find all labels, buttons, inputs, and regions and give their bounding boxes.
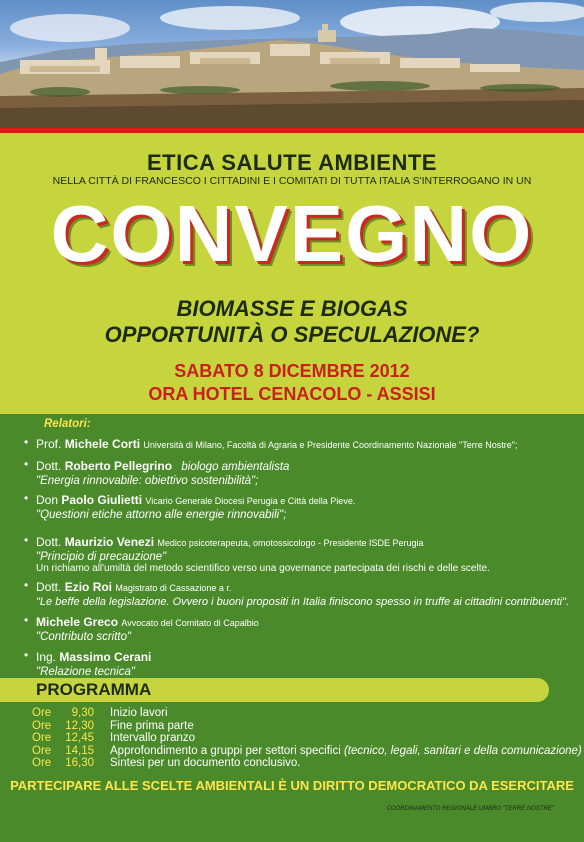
topic-line-1: BIOMASSE E BIOGAS: [176, 296, 408, 321]
speaker-name: Paolo Giulietti: [61, 493, 143, 507]
speaker-role: Vicario Generale Diocesi Perugia e Città della Pieve.: [145, 496, 356, 506]
bullet-icon: •: [24, 491, 29, 505]
schedule-desc: Inizio lavori: [110, 707, 168, 719]
landscape-image: [0, 0, 584, 128]
speakers-list: [24, 435, 576, 682]
schedule-desc: Sintesi per un documento conclusivo.: [110, 757, 301, 769]
speaker-talk: "Le beffe della legislazione. Ovvero i buoni propositi in Italia finiscono spesso in truffe ai cittadini contribuenti".: [36, 596, 570, 608]
speaker-role: Università di Milano, Facoltà di Agraria e Presidente Coordinamento Nazionale "Terre Nostre";: [143, 440, 518, 450]
bullet-icon: •: [24, 578, 29, 592]
speaker-item: [24, 613, 576, 648]
assisi-photo: [0, 0, 584, 128]
event-title: ETICA SALUTE AMBIENTE: [147, 150, 437, 175]
bullet-icon: •: [24, 533, 29, 547]
schedule-time: 14,15: [65, 744, 94, 757]
speaker-title: Dott.: [36, 459, 62, 473]
speaker-item: [24, 435, 576, 457]
schedule-row: [32, 720, 582, 733]
schedule-desc: Intervallo pranzo: [110, 732, 196, 744]
event-venue: ORA HOTEL CENACOLO - ASSISI: [148, 384, 436, 404]
speaker-name: Massimo Cerani: [59, 650, 152, 664]
schedule-desc-main: Approfondimento a gruppi per settori specifici: [110, 744, 344, 757]
schedule-row: [32, 757, 582, 770]
speaker-title: Prof.: [36, 437, 62, 451]
speaker-note: Un richiamo all'umiltà del metodo scientifico verso una governance partecipata dei rischi e delle scelte.: [36, 563, 490, 574]
schedule-row: [32, 732, 582, 745]
schedule-time: 16,30: [65, 757, 94, 769]
bullet-icon: •: [24, 648, 29, 662]
speaker-talk: "Energia rinnovabile: obiettivo sostenibilità";: [36, 475, 259, 487]
speaker-role: biologo ambientalista: [181, 461, 290, 473]
speaker-name: Roberto Pellegrino: [64, 459, 173, 473]
speaker-talk: "Contributo scritto": [36, 631, 132, 643]
speaker-role: Medico psicoterapeuta, omotossicologo - Presidente ISDE Perugia: [157, 538, 424, 548]
speaker-talk: "Questioni etiche attorno alle energie rinnovabili";: [36, 509, 287, 521]
schedule-time: 12,45: [65, 732, 94, 744]
topic-line-2: OPPORTUNITÀ O SPECULAZIONE?: [104, 322, 480, 347]
bullet-icon: •: [24, 613, 29, 627]
speaker-name: Ezio Roi: [64, 580, 113, 594]
event-subtitle: NELLA CITTÀ DI FRANCESCO I CITTADINI E I COMITATI DI TUTTA ITALIA S'INTERROGANO IN UN: [52, 175, 532, 187]
schedule-row: [32, 707, 582, 720]
slogan: PARTECIPARE ALLE SCELTE AMBIENTALI È UN DIRITTO DEMOCRATICO DA ESERCITARE: [10, 778, 574, 793]
speaker-item: [24, 648, 576, 682]
speaker-item: [24, 578, 576, 613]
speaker-item: [24, 457, 576, 491]
bullet-icon: •: [24, 435, 29, 449]
speaker-role: Magistrato di Cassazione a r.: [115, 583, 232, 593]
speaker-title: Ing.: [36, 650, 57, 664]
speaker-item: [24, 491, 576, 533]
speaker-name: Michele Corti: [64, 437, 141, 451]
schedule-time: 12,30: [65, 719, 94, 732]
speaker-role: Avvocato del Comitato di Capalbio: [121, 618, 259, 628]
bullet-icon: •: [24, 457, 29, 471]
schedule-desc: Fine prima parte: [110, 719, 194, 732]
ore-label: Ore: [32, 732, 52, 744]
programma-label: PROGRAMMA: [36, 680, 152, 699]
ore-label: Ore: [32, 744, 52, 757]
schedule-desc: [110, 745, 582, 757]
convegno-heading: CONVEGNO: [50, 189, 534, 278]
speaker-name: Michele Greco: [36, 615, 119, 629]
speaker-talk: "Principio di precauzione": [36, 551, 167, 563]
schedule-time: 9,30: [71, 707, 94, 719]
speaker-title: Dott.: [36, 535, 62, 549]
speaker-title: Don: [36, 493, 59, 507]
ore-label: Ore: [32, 757, 52, 769]
speaker-talk: "Relazione tecnica": [36, 666, 135, 678]
ore-label: Ore: [32, 719, 52, 732]
ore-label: Ore: [32, 707, 52, 719]
speaker-item: [24, 533, 576, 578]
coordinamento-credit: COORDINAMENTO REGIONALE UMBRO "TERRE NOSTRE": [386, 806, 554, 812]
speaker-name: Maurizio Venezi: [64, 535, 155, 549]
schedule-row: [32, 745, 582, 758]
event-date: SABATO 8 DICEMBRE 2012: [174, 361, 410, 381]
schedule: [32, 707, 582, 770]
speaker-title: Dott.: [36, 580, 62, 594]
programma-bar: [0, 678, 549, 702]
relatori-label: Relatori:: [44, 418, 91, 430]
schedule-desc-italic: (tecnico, legali, sanitari e della comunicazione): [343, 744, 582, 757]
